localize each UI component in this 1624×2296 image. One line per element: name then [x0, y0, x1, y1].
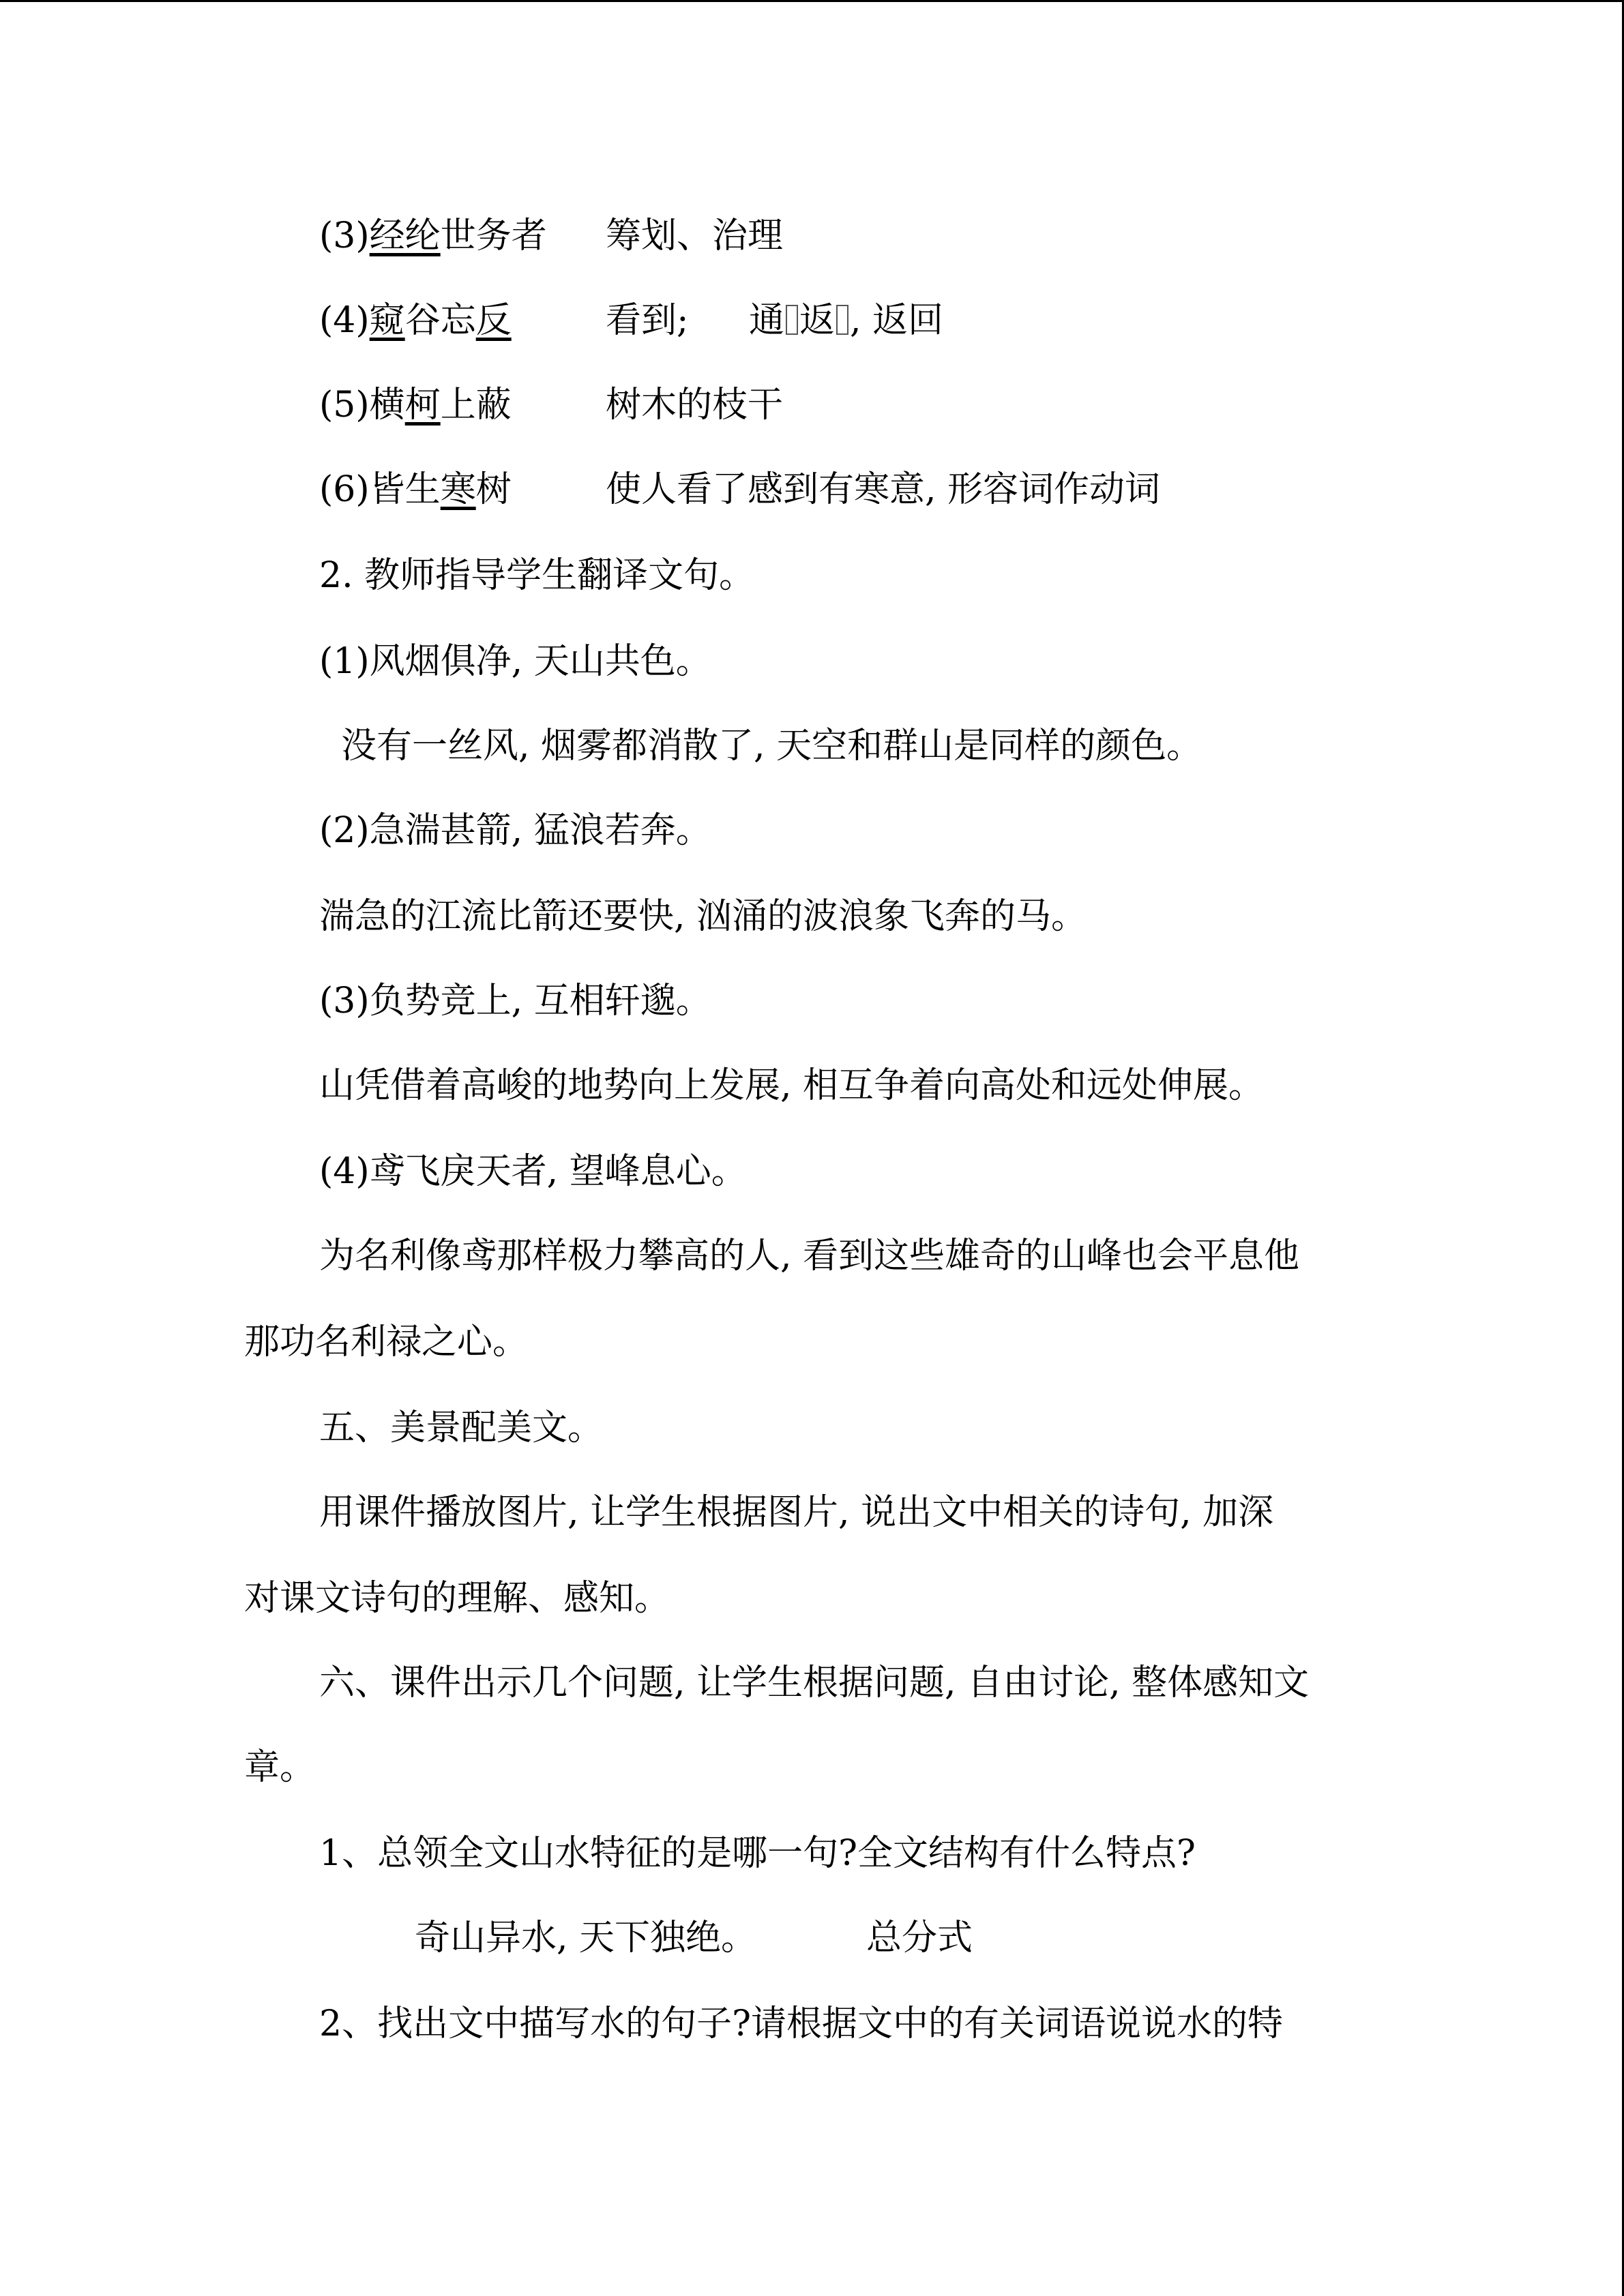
vocab-num: (3): [319, 215, 370, 256]
translate-q4: (4)鸢飞戾天者, 望峰息心。: [319, 1151, 747, 1192]
translate-q1: (1)风烟俱净, 天山共色。: [319, 641, 711, 682]
vocab-item-3: [319, 215, 547, 256]
question-1-answer: 奇山异水, 天下独绝。: [415, 1918, 757, 1958]
page-border-top: [0, 0, 1624, 2]
vocab-underlined-word: 窥: [369, 300, 405, 341]
vocab-meaning-4b: [749, 300, 943, 341]
section5-heading: 五、美景配美文。: [319, 1407, 604, 1448]
vocab-num: (6): [319, 469, 370, 510]
section5-para-line1: 用课件播放图片, 让学生根据图片, 说出文中相关的诗句, 加深: [319, 1492, 1274, 1533]
missing-glyph-icon: [786, 305, 798, 335]
vocab-rest: 上蔽: [440, 385, 512, 426]
vocab-pre: 横: [369, 385, 405, 426]
section5-para-line2: 对课文诗句的理解、感知。: [244, 1578, 670, 1619]
vocab-item-4: [319, 300, 512, 341]
vocab-rest: 树: [475, 469, 512, 510]
translate-q2: (2)急湍甚箭, 猛浪若奔。: [319, 810, 711, 851]
question-2: 2、找出文中描写水的句子?请根据文中的有关词语说说水的特: [319, 2003, 1283, 2044]
vocab-num: (5): [319, 385, 370, 426]
vocab-rest: 谷忘: [404, 300, 476, 341]
translate-a4-line2: 那功名利禄之心。: [244, 1322, 529, 1362]
translate-heading: 2. 教师指导学生翻译文句。: [319, 555, 755, 596]
vocab-underlined-word: 经纶: [369, 215, 441, 256]
vocab-meaning-3: 筹划、治理: [606, 215, 784, 256]
vocab-pre: 皆生: [369, 469, 441, 510]
vocab-num: (4): [319, 300, 370, 341]
vocab-meaning-4: 看到;: [606, 300, 689, 341]
meaning-return: , 返回: [850, 300, 944, 341]
question-1-structure: 总分式: [866, 1918, 973, 1958]
vocab-underlined-word: 柯: [404, 385, 441, 426]
vocab-meaning-5: 树木的枝干: [606, 385, 784, 426]
meaning-tong: 通: [749, 300, 785, 341]
section6-para-line2: 章。: [244, 1747, 316, 1788]
translate-a4-line1: 为名利像鸢那样极力攀高的人, 看到这些雄奇的山峰也会平息他: [319, 1236, 1300, 1277]
vocab-item-5: [319, 385, 512, 426]
translate-a1: 没有一丝风, 烟雾都消散了, 天空和群山是同样的颜色。: [341, 726, 1202, 766]
missing-glyph-icon: [836, 305, 848, 335]
translate-a2: 湍急的江流比箭还要快, 汹涌的波浪象飞奔的马。: [319, 896, 1087, 937]
vocab-underlined-word-2: 反: [475, 300, 512, 341]
vocab-rest: 世务者: [440, 215, 547, 256]
translate-q3: (3)负势竞上, 互相轩邈。: [319, 981, 711, 1022]
section6-para-line1: 六、课件出示几个问题, 让学生根据问题, 自由讨论, 整体感知文: [319, 1663, 1310, 1703]
vocab-underlined-word: 寒: [440, 469, 476, 510]
question-1: 1、总领全文山水特征的是哪一句?全文结构有什么特点?: [319, 1833, 1196, 1874]
translate-a3: 山凭借着高峻的地势向上发展, 相互争着向高处和远处伸展。: [319, 1065, 1265, 1106]
vocab-item-6: [319, 469, 512, 510]
meaning-fan: 返: [799, 300, 836, 341]
vocab-meaning-6: 使人看了感到有寒意, 形容词作动词: [606, 469, 1161, 510]
